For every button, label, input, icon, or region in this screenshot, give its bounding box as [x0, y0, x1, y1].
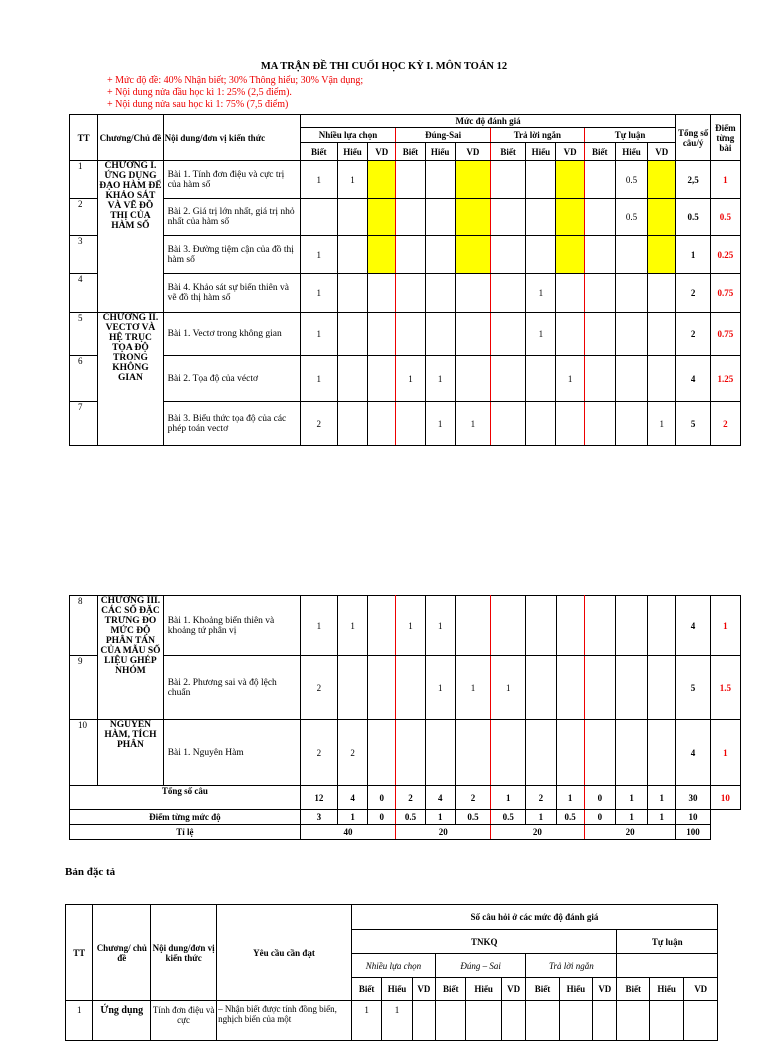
level-cell — [556, 402, 584, 446]
ratio-cell: 20 — [396, 825, 491, 840]
level-cell: 1 — [455, 402, 490, 446]
group-essay: Tự luận — [584, 128, 676, 143]
spec-level-hieu: Hiểu — [466, 978, 501, 1001]
summary-points-total: 10 — [676, 810, 710, 825]
spec-level-biet: Biết — [351, 978, 381, 1001]
level-cell: 1 — [337, 596, 367, 656]
header-chapter: Chương/Chủ đề — [98, 115, 163, 161]
spec-header-count: Số câu hỏi ở các mức độ đánh giá — [351, 905, 717, 930]
level-cell — [368, 402, 396, 446]
row-tt: 4 — [70, 274, 98, 313]
level-cell — [648, 720, 676, 786]
summary-cell: 0 — [368, 786, 396, 810]
row-score: 1 — [710, 596, 740, 656]
level-hieu: Hiểu — [425, 143, 455, 161]
level-cell — [526, 236, 556, 274]
level-cell: 1 — [526, 313, 556, 356]
chapter-cell: NGUYÊN HÀM, TÍCH PHÂN — [98, 720, 163, 786]
level-cell: 1 — [648, 402, 676, 446]
level-cell — [556, 313, 584, 356]
spec-row-content: Tính đơn điệu và cực — [151, 1001, 217, 1041]
level-cell — [615, 596, 647, 656]
level-cell — [648, 161, 676, 199]
spec-title: Bản đặc tả — [65, 866, 116, 878]
summary-count-label: Tổng số câu — [70, 786, 301, 810]
header-level-group: Mức độ đánh giá — [300, 115, 676, 128]
level-cell — [648, 656, 676, 720]
spec-header-essay: Tự luận — [617, 930, 718, 954]
level-biet: Biết — [300, 143, 337, 161]
matrix-row — [70, 596, 741, 656]
spec-level-vd: VD — [412, 978, 435, 1001]
ratio-cell: 20 — [584, 825, 676, 840]
level-cell — [491, 161, 526, 199]
spec-level-hieu: Hiểu — [559, 978, 592, 1001]
level-cell — [396, 656, 425, 720]
row-tt: 2 — [70, 199, 98, 236]
row-total: 0.5 — [676, 199, 710, 236]
group-multiple-choice: Nhiều lựa chọn — [300, 128, 396, 143]
level-cell — [556, 656, 584, 720]
level-cell: 1 — [300, 236, 337, 274]
level-cell — [615, 356, 647, 402]
level-cell: 0.5 — [615, 199, 647, 236]
row-score: 2 — [710, 402, 740, 446]
summary-count-score: 10 — [710, 786, 740, 810]
matrix-row — [70, 199, 741, 236]
level-hieu: Hiểu — [615, 143, 647, 161]
level-cell — [396, 199, 425, 236]
row-score: 1 — [710, 720, 740, 786]
level-cell: 1 — [300, 356, 337, 402]
level-hieu: Hiểu — [526, 143, 556, 161]
row-score: 0.25 — [710, 236, 740, 274]
row-total: 4 — [676, 356, 710, 402]
level-cell: 1 — [337, 161, 367, 199]
row-total: 2,5 — [676, 161, 710, 199]
row-score: 0.5 — [710, 199, 740, 236]
group-short-answer: Trả lời ngắn — [491, 128, 585, 143]
level-cell — [556, 720, 584, 786]
spec-header-tnkq: TNKQ — [351, 930, 617, 954]
spec-group-short-answer: Trả lời ngắn — [526, 954, 617, 978]
level-cell — [396, 402, 425, 446]
header-content: Nội dung/đơn vị kiến thức — [163, 115, 300, 161]
level-cell — [556, 596, 584, 656]
points-cell: 1 — [648, 810, 676, 825]
matrix-row — [70, 356, 741, 402]
level-cell — [615, 313, 647, 356]
spec-level-hieu: Hiểu — [382, 978, 412, 1001]
level-cell — [491, 236, 526, 274]
level-cell — [455, 313, 490, 356]
level-cell — [337, 313, 367, 356]
level-cell — [648, 313, 676, 356]
level-cell — [648, 596, 676, 656]
summary-count-total: 30 — [676, 786, 710, 810]
points-cell: 1 — [337, 810, 367, 825]
level-cell — [425, 236, 455, 274]
level-cell — [584, 596, 615, 656]
level-cell — [491, 402, 526, 446]
points-cell: 3 — [300, 810, 337, 825]
summary-cell: 1 — [615, 786, 647, 810]
level-cell — [615, 402, 647, 446]
spec-row-tt: 1 — [66, 1001, 93, 1041]
level-cell — [584, 656, 615, 720]
summary-cell: 0 — [584, 786, 615, 810]
level-cell — [396, 720, 425, 786]
matrix-row — [70, 720, 741, 786]
level-cell: 1 — [455, 656, 490, 720]
level-cell — [526, 356, 556, 402]
level-cell: 1 — [425, 356, 455, 402]
level-cell — [337, 402, 367, 446]
matrix-row — [70, 236, 741, 274]
level-cell — [526, 161, 556, 199]
level-cell: 2 — [300, 656, 337, 720]
row-total: 4 — [676, 596, 710, 656]
row-tt: 10 — [70, 720, 98, 786]
row-score: 1 — [710, 161, 740, 199]
level-vd: VD — [455, 143, 490, 161]
row-tt: 7 — [70, 402, 98, 446]
lesson-cell: Bài 3. Biểu thức tọa độ của các phép toán vectơ — [163, 402, 300, 446]
summary-cell: 1 — [491, 786, 526, 810]
spec-level-vd: VD — [501, 978, 525, 1001]
points-cell: 0.5 — [455, 810, 490, 825]
level-cell — [491, 274, 526, 313]
level-cell — [584, 720, 615, 786]
level-cell — [396, 236, 425, 274]
summary-ratio-row — [70, 825, 741, 840]
note-level: + Mức độ đề: 40% Nhận biết; 30% Thông hiểu; 30% Vận dụng; — [107, 75, 364, 86]
level-cell: 2 — [337, 720, 367, 786]
row-score: 0.75 — [710, 313, 740, 356]
level-cell — [615, 720, 647, 786]
level-cell — [368, 199, 396, 236]
level-cell — [337, 236, 367, 274]
level-cell — [455, 356, 490, 402]
header-total: Tổng số câu/ý — [676, 115, 710, 161]
level-cell — [368, 236, 396, 274]
spec-header-requirement: Yêu cầu cần đạt — [217, 905, 352, 1001]
level-cell — [556, 161, 584, 199]
level-cell — [556, 199, 584, 236]
level-cell — [615, 274, 647, 313]
spec-row-chapter: Ứng dụng — [93, 1001, 151, 1041]
spec-level-biet: Biết — [617, 978, 649, 1001]
matrix-row — [70, 161, 741, 199]
row-total: 1 — [676, 236, 710, 274]
spec-level-biet: Biết — [526, 978, 559, 1001]
header-tt: TT — [70, 115, 98, 161]
summary-points-row — [70, 810, 741, 825]
spec-level-biet: Biết — [436, 978, 466, 1001]
group-true-false: Đúng-Sai — [396, 128, 491, 143]
row-score: 0.75 — [710, 274, 740, 313]
level-cell: 1 — [300, 596, 337, 656]
header-score: Điểm từng bài — [710, 115, 740, 161]
page-title: MA TRẬN ĐỀ THI CUỐI HỌC KỲ I. MÔN TOÁN 12 — [260, 61, 508, 72]
summary-ratio-total: 100 — [676, 825, 710, 840]
level-hieu: Hiểu — [337, 143, 367, 161]
summary-cell: 1 — [556, 786, 584, 810]
spec-row-cell: 1 — [382, 1001, 412, 1041]
row-tt: 3 — [70, 236, 98, 274]
level-cell — [584, 402, 615, 446]
level-cell — [526, 720, 556, 786]
level-cell — [526, 402, 556, 446]
level-cell: 1 — [425, 596, 455, 656]
matrix-body — [70, 161, 741, 446]
level-cell — [368, 274, 396, 313]
level-cell — [337, 356, 367, 402]
level-cell — [648, 274, 676, 313]
lesson-cell: Bài 1. Nguyên Hàm — [163, 720, 300, 786]
level-cell — [425, 274, 455, 313]
row-score: 1.25 — [710, 356, 740, 402]
spec-header-content: Nội dung/đơn vị kiến thức — [151, 905, 217, 1001]
level-cell — [648, 356, 676, 402]
level-cell — [556, 274, 584, 313]
level-cell — [584, 356, 615, 402]
level-cell — [425, 161, 455, 199]
level-cell — [455, 596, 490, 656]
summary-cell: 4 — [425, 786, 455, 810]
matrix-body-continued — [70, 596, 741, 786]
level-cell — [337, 274, 367, 313]
level-vd: VD — [556, 143, 584, 161]
level-cell: 1 — [425, 656, 455, 720]
level-cell — [491, 199, 526, 236]
chapter-cell: CHƯƠNG II. VECTƠ VÀ HỆ TRỤC TỌA ĐỘ TRONG KHÔNG GIAN — [98, 313, 163, 446]
level-cell — [491, 720, 526, 786]
level-cell — [584, 161, 615, 199]
level-cell — [368, 356, 396, 402]
lesson-cell: Bài 2. Giá trị lớn nhất, giá trị nhỏ nhất của hàm số — [163, 199, 300, 236]
level-cell — [526, 199, 556, 236]
level-cell — [368, 161, 396, 199]
level-cell — [368, 656, 396, 720]
matrix-table-continued — [69, 595, 741, 840]
spec-table — [65, 904, 718, 1041]
level-cell — [526, 596, 556, 656]
spec-row-requirement: – Nhận biết được tính đồng biến, nghịch biến của một — [217, 1001, 352, 1041]
level-cell: 1 — [300, 161, 337, 199]
row-total: 2 — [676, 313, 710, 356]
level-cell — [491, 356, 526, 402]
note-first-half: + Nội dung nửa đầu học kì 1: 25% (2,5 điểm). — [107, 87, 292, 98]
matrix-table — [69, 114, 741, 446]
level-cell — [425, 199, 455, 236]
level-cell: 1 — [556, 356, 584, 402]
level-cell: 1 — [396, 356, 425, 402]
summary-cell: 2 — [526, 786, 556, 810]
ratio-cell: 20 — [491, 825, 585, 840]
lesson-cell: Bài 1. Khoảng biến thiên và khoảng tứ phân vị — [163, 596, 300, 656]
spec-row-cell: 1 — [351, 1001, 381, 1041]
level-cell — [455, 720, 490, 786]
spec-level-vd: VD — [593, 978, 617, 1001]
level-cell — [455, 274, 490, 313]
level-cell — [491, 313, 526, 356]
row-tt: 5 — [70, 313, 98, 356]
level-cell — [615, 656, 647, 720]
level-cell — [584, 313, 615, 356]
row-total: 4 — [676, 720, 710, 786]
level-cell: 0.5 — [615, 161, 647, 199]
points-cell: 1 — [425, 810, 455, 825]
points-cell: 1 — [526, 810, 556, 825]
level-cell — [368, 720, 396, 786]
lesson-cell: Bài 3. Đường tiệm cận của đồ thị hàm số — [163, 236, 300, 274]
note-second-half: + Nội dung nửa sau học kì 1: 75% (7,5 điểm) — [107, 99, 289, 110]
level-vd: VD — [368, 143, 396, 161]
level-biet: Biết — [396, 143, 425, 161]
level-vd: VD — [648, 143, 676, 161]
points-cell: 1 — [615, 810, 647, 825]
level-cell — [425, 720, 455, 786]
ratio-cell: 40 — [300, 825, 396, 840]
level-cell: 1 — [425, 402, 455, 446]
level-cell — [396, 313, 425, 356]
level-cell — [455, 161, 490, 199]
level-cell — [300, 199, 337, 236]
level-cell: 1 — [300, 274, 337, 313]
summary-cell: 12 — [300, 786, 337, 810]
spec-header-chapter: Chương/ chủ đề — [93, 905, 151, 1001]
spec-group-true-false: Đúng – Sai — [436, 954, 526, 978]
chapter-cell: CHƯƠNG I. ỨNG DỤNG ĐẠO HÀM ĐỂ KHẢO SÁT VÀ VẼ ĐỒ THỊ CỦA HÀM SỐ — [98, 161, 163, 313]
lesson-cell: Bài 2. Tọa độ của véctơ — [163, 356, 300, 402]
level-biet: Biết — [491, 143, 526, 161]
summary-cell: 2 — [396, 786, 425, 810]
row-tt: 6 — [70, 356, 98, 402]
points-cell: 0.5 — [556, 810, 584, 825]
level-cell — [615, 236, 647, 274]
lesson-cell: Bài 2. Phương sai và độ lệch chuẩn — [163, 656, 300, 720]
level-cell — [584, 199, 615, 236]
spec-level-vd: VD — [684, 978, 718, 1001]
level-cell — [455, 236, 490, 274]
row-tt: 8 — [70, 596, 98, 656]
level-cell — [396, 274, 425, 313]
level-cell: 2 — [300, 402, 337, 446]
row-total: 5 — [676, 656, 710, 720]
level-cell — [337, 656, 367, 720]
points-cell: 0 — [584, 810, 615, 825]
level-biet: Biết — [584, 143, 615, 161]
row-tt: 9 — [70, 656, 98, 720]
summary-points-label: Điểm từng mức độ — [70, 810, 301, 825]
row-score: 1.5 — [710, 656, 740, 720]
level-cell — [526, 656, 556, 720]
row-total: 2 — [676, 274, 710, 313]
level-cell: 2 — [300, 720, 337, 786]
matrix-row — [70, 656, 741, 720]
lesson-cell: Bài 1. Tính đơn điệu và cực trị của hàm số — [163, 161, 300, 199]
matrix-row — [70, 402, 741, 446]
matrix-row — [70, 313, 741, 356]
spec-group-multiple-choice: Nhiều lựa chọn — [351, 954, 435, 978]
lesson-cell: Bài 1. Vectơ trong không gian — [163, 313, 300, 356]
level-cell — [648, 199, 676, 236]
level-cell: 1 — [300, 313, 337, 356]
level-cell — [455, 199, 490, 236]
level-cell — [556, 236, 584, 274]
lesson-cell: Bài 4. Khảo sát sự biến thiên và vẽ đồ thị hàm số — [163, 274, 300, 313]
level-cell — [584, 274, 615, 313]
chapter-cell: CHƯƠNG III. CÁC SỐ ĐẶC TRƯNG ĐO MỨC ĐỘ PHÂN TÁN CỦA MẪU SỐ LIỆU GHÉP NHÓM — [98, 596, 163, 720]
level-cell — [648, 236, 676, 274]
summary-count-row — [70, 786, 741, 810]
points-cell: 0.5 — [491, 810, 526, 825]
summary-cell: 4 — [337, 786, 367, 810]
summary-cell: 2 — [455, 786, 490, 810]
level-cell — [584, 236, 615, 274]
row-tt: 1 — [70, 161, 98, 199]
matrix-row — [70, 274, 741, 313]
level-cell: 1 — [491, 656, 526, 720]
level-cell — [368, 596, 396, 656]
spec-level-hieu: Hiểu — [649, 978, 683, 1001]
row-total: 5 — [676, 402, 710, 446]
level-cell — [337, 199, 367, 236]
level-cell — [425, 313, 455, 356]
level-cell — [491, 596, 526, 656]
level-cell: 1 — [526, 274, 556, 313]
level-cell — [396, 161, 425, 199]
summary-ratio-label: Tỉ lệ — [70, 825, 301, 840]
level-cell — [368, 313, 396, 356]
level-cell: 1 — [396, 596, 425, 656]
summary-cell: 1 — [648, 786, 676, 810]
points-cell: 0.5 — [396, 810, 425, 825]
spec-header-tt: TT — [66, 905, 93, 1001]
points-cell: 0 — [368, 810, 396, 825]
